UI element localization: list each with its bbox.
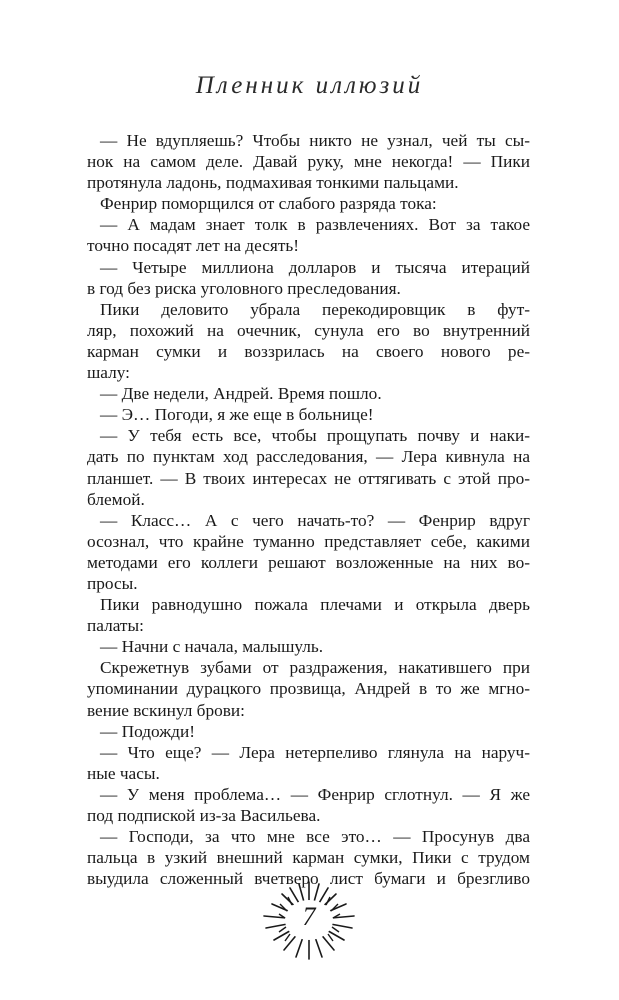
- text-line: — У меня проблема… — Фенрир сглотнул. — Я же: [100, 784, 530, 804]
- text-line: точно посадят лет на десять!: [87, 236, 300, 256]
- text-line: шалу:: [87, 363, 130, 383]
- text-line: вение вскинул брови:: [87, 700, 245, 720]
- text-line: Пики деловито убрала перекодировщик в фут-: [100, 299, 530, 319]
- page-number: 7: [302, 902, 316, 931]
- text-line: — Четыре миллиона долларов и тысяча итераций: [100, 257, 530, 277]
- text-line: планшет. — В твоих интересах не оттягивать с этой про-: [87, 468, 530, 488]
- text-line: — Две недели, Андрей. Время пошло.: [100, 384, 382, 404]
- body-text: [87, 130, 530, 889]
- text-line: — Что еще? — Лера нетерпеливо глянула на наруч-: [100, 742, 530, 762]
- text-line: — У тебя есть все, чтобы прощупать почву и наки-: [100, 426, 530, 446]
- text-line: нок на самом деле. Давай руку, мне некогда! — Пики: [87, 152, 530, 172]
- page-number-badge: [258, 878, 360, 962]
- text-line: осознал, что крайне туманно представляет себе, какими: [87, 531, 530, 551]
- text-line: палаты:: [87, 616, 144, 636]
- text-line: выудила сложенный вчетверо лист бумаги и брезгливо: [87, 869, 530, 889]
- text-line: — Не вдупляешь? Чтобы никто не узнал, чей ты сы-: [100, 131, 530, 150]
- text-line: — Э… Погоди, я же еще в больнице!: [100, 405, 374, 425]
- text-line: — Класс… А с чего начать-то? — Фенрир вдруг: [100, 510, 530, 530]
- text-line: методами его коллеги решают возложенные на них во-: [87, 552, 530, 572]
- text-line: под подпиской из-за Васильева.: [87, 806, 321, 825]
- text-line: — Господи, за что мне все это… — Просунув два: [100, 827, 530, 847]
- text-line: ляр, похожий на очечник, сунула его во внутренний: [87, 320, 530, 340]
- text-line: карман сумки и воззрилась на своего нового ре-: [87, 341, 530, 361]
- text-line: блемой.: [87, 489, 145, 509]
- text-line: просы.: [87, 573, 138, 593]
- text-line: Пики равнодушно пожала плечами и открыла дверь: [100, 595, 530, 615]
- text-line: ные часы.: [87, 763, 160, 783]
- text-line: дать по пунктам ход расследования, — Лера кивнула на: [87, 447, 530, 467]
- text-line: протянула ладонь, подмахивая тонкими пальцами.: [87, 173, 459, 193]
- text-line: в год без риска уголовного преследования.: [87, 278, 401, 298]
- text-line: — Подожди!: [100, 721, 195, 741]
- text-line: пальца в узкий внешний карман сумки, Пики с трудом: [87, 848, 530, 868]
- text-line: Скрежетнув зубами от раздражения, накатившего при: [100, 658, 530, 678]
- text-line: — Начни с начала, малышуль.: [100, 637, 324, 657]
- text-line: — А мадам знает толк в развлечениях. Вот за такое: [100, 215, 530, 235]
- text-line: упоминании дурацкого прозвища, Андрей в то же мгно-: [87, 679, 530, 699]
- running-head: Пленник иллюзий: [195, 72, 424, 99]
- text-line: Фенрир поморщился от слабого разряда тока:: [100, 194, 437, 214]
